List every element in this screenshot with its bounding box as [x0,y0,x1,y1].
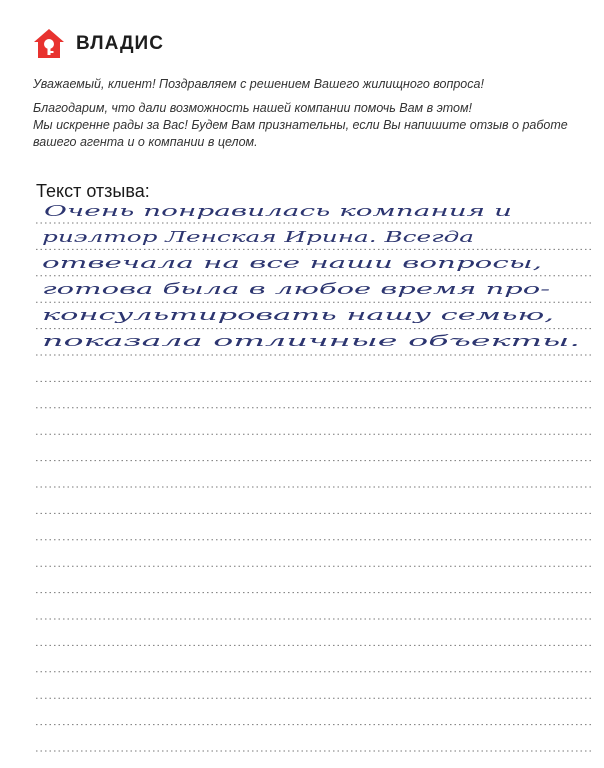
ruled-lines [36,0,592,768]
handwritten-line: отвечала на все наши вопросы, [42,254,542,272]
request-text-2: вашего агента и о компании в целом. [33,135,258,149]
request-text-1: Мы искренне рады за Вас! Будем Вам признательны, если Вы напишите отзыв о работе [33,118,568,132]
handwritten-line: готова была в любое время про- [42,280,550,298]
review-label: Текст отзыва: [36,181,150,201]
handwritten-line: риэлтор Ленская Ирина. Всегда [42,228,474,246]
handwritten-line: консультировать нашу семью, [42,306,554,324]
thanks-text: Благодарим, что дали возможность нашей компании помочь Вам в этом! [33,101,473,115]
handwritten-line: показала отличные объекты. [42,332,580,350]
greeting-text: Уважаемый, клиент! Поздравляем с решением Вашего жилищного вопроса! [33,77,484,91]
handwritten-line: Очень понравилась компания и [44,202,512,220]
brand-name: ВЛАДИС [76,33,164,54]
